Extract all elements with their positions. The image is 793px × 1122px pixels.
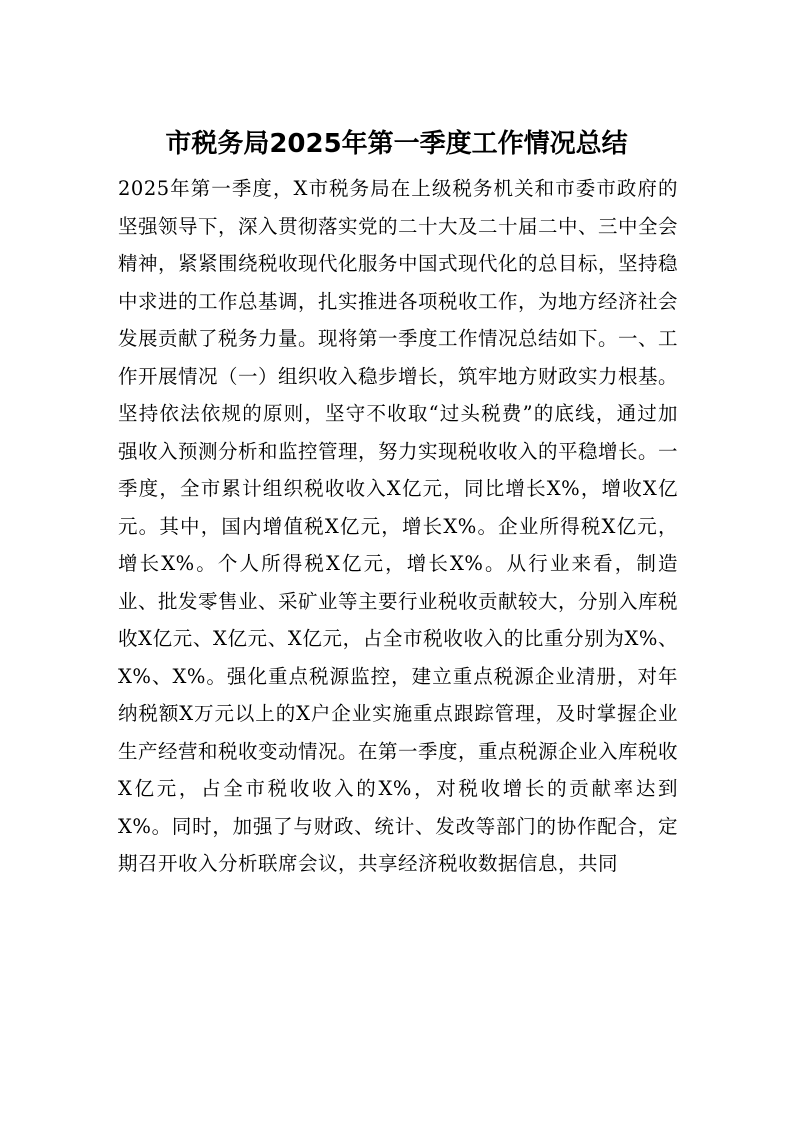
document-body-paragraph: 2025年第一季度，X市税务局在上级税务机关和市委市政府的坚强领导下，深入贯彻落实党的二十大及二十届二中、三中全会精神，紧紧围绕税收现代化服务中国式现代化的总目标，坚持稳中求进的工作总基调，扎实推进各项税收工作，为地方经济社会发展贡献了税务力量。现将第一季度工作情况总结如下。一、工作开展情况（一）组织收入稳步增长，筑牢地方财政实力根基。坚持依法依规的原则，坚守不收取“过头税费”的底线，通过加强收入预测分析和监控管理，努力实现税收收入的平稳增长。一季度，全市累计组织税收收入X亿元，同比增长X%，增收X亿元。其中，国内增值税X亿元，增长X%。企业所得税X亿元，增长X%。个人所得税X亿元，增长X%。从行业来看，制造业、批发零售业、采矿业等主要行业税收贡献较大，分别入库税收X亿元、X亿元、X亿元，占全市税收收入的比重分别为X%、X%、X%。强化重点税源监控，建立重点税源企业清册，对年纳税额X万元以上的X户企业实施重点跟踪管理，及时掌握企业生产经营和税收变动情况。在第一季度，重点税源企业入库税收X亿元，占全市税收收入的X%，对税收增长的贡献率达到X%。同时，加强了与财政、统计、发改等部门的协作配合，定期召开收入分析联席会议，共享经济税收数据信息，共同	[118, 177, 679, 875]
document-title: 市税务局2025年第一季度工作情况总结	[165, 129, 628, 159]
